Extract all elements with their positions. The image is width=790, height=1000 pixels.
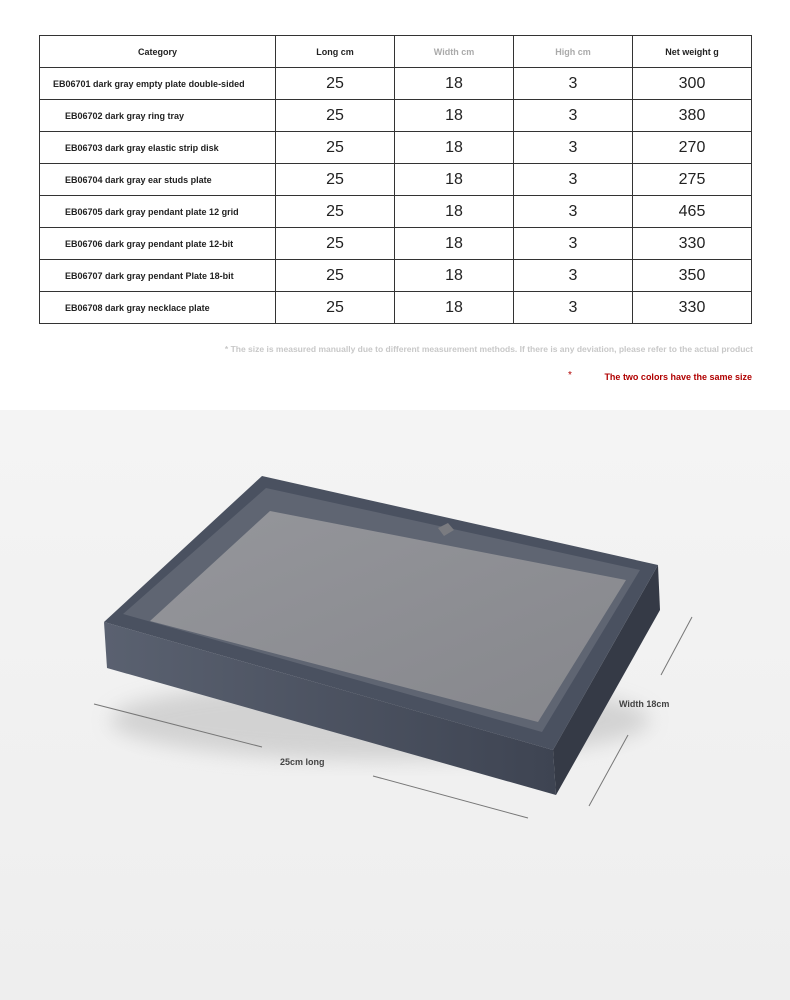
row-width: 18 [395, 260, 514, 292]
row-width: 18 [395, 100, 514, 132]
row-net-weight: 380 [633, 100, 752, 132]
table-row [40, 132, 752, 164]
table-row [40, 164, 752, 196]
row-net-weight: 330 [633, 228, 752, 260]
row-width: 18 [395, 164, 514, 196]
row-long: 25 [276, 164, 395, 196]
table-row [40, 228, 752, 260]
row-net-weight: 330 [633, 292, 752, 324]
row-high: 3 [514, 260, 633, 292]
row-net-weight: 465 [633, 196, 752, 228]
row-category: EB06703 dark gray elastic strip disk [40, 132, 276, 164]
row-long: 25 [276, 228, 395, 260]
header-high: High cm [514, 36, 633, 68]
row-category: EB06701 dark gray empty plate double-sided [40, 68, 276, 100]
row-width: 18 [395, 68, 514, 100]
note-star: * [568, 370, 572, 381]
row-long: 25 [276, 68, 395, 100]
row-net-weight: 270 [633, 132, 752, 164]
header-long: Long cm [276, 36, 395, 68]
row-width: 18 [395, 228, 514, 260]
measurement-note: * The size is measured manually due to different measurement methods. If there is any deviation, please refer to the actual product [224, 344, 753, 354]
row-long: 25 [276, 132, 395, 164]
table-row [40, 68, 752, 100]
header-width: Width cm [395, 36, 514, 68]
row-category: EB06704 dark gray ear studs plate [40, 164, 276, 196]
row-width: 18 [395, 132, 514, 164]
table-row [40, 100, 752, 132]
spec-table [39, 35, 752, 324]
row-net-weight: 350 [633, 260, 752, 292]
row-category: EB06706 dark gray pendant plate 12-bit [40, 228, 276, 260]
width-dimension-label: Width 18cm [619, 699, 670, 709]
length-dimension-label: 25cm long [280, 757, 325, 767]
table-header-row [40, 36, 752, 68]
row-long: 25 [276, 196, 395, 228]
row-high: 3 [514, 132, 633, 164]
table-row [40, 260, 752, 292]
row-high: 3 [514, 196, 633, 228]
row-net-weight: 300 [633, 68, 752, 100]
table-row [40, 196, 752, 228]
table-row [40, 292, 752, 324]
row-long: 25 [276, 292, 395, 324]
row-high: 3 [514, 100, 633, 132]
header-category: Category [40, 36, 276, 68]
same-size-note: The two colors have the same size [604, 372, 752, 382]
row-high: 3 [514, 292, 633, 324]
row-width: 18 [395, 292, 514, 324]
row-long: 25 [276, 260, 395, 292]
row-category: EB06702 dark gray ring tray [40, 100, 276, 132]
row-high: 3 [514, 68, 633, 100]
row-width: 18 [395, 196, 514, 228]
row-high: 3 [514, 228, 633, 260]
tray-photo [0, 410, 790, 1000]
row-category: EB06708 dark gray necklace plate [40, 292, 276, 324]
row-high: 3 [514, 164, 633, 196]
row-net-weight: 275 [633, 164, 752, 196]
row-long: 25 [276, 100, 395, 132]
header-net-weight: Net weight g [633, 36, 752, 68]
row-category: EB06707 dark gray pendant Plate 18-bit [40, 260, 276, 292]
row-category: EB06705 dark gray pendant plate 12 grid [40, 196, 276, 228]
